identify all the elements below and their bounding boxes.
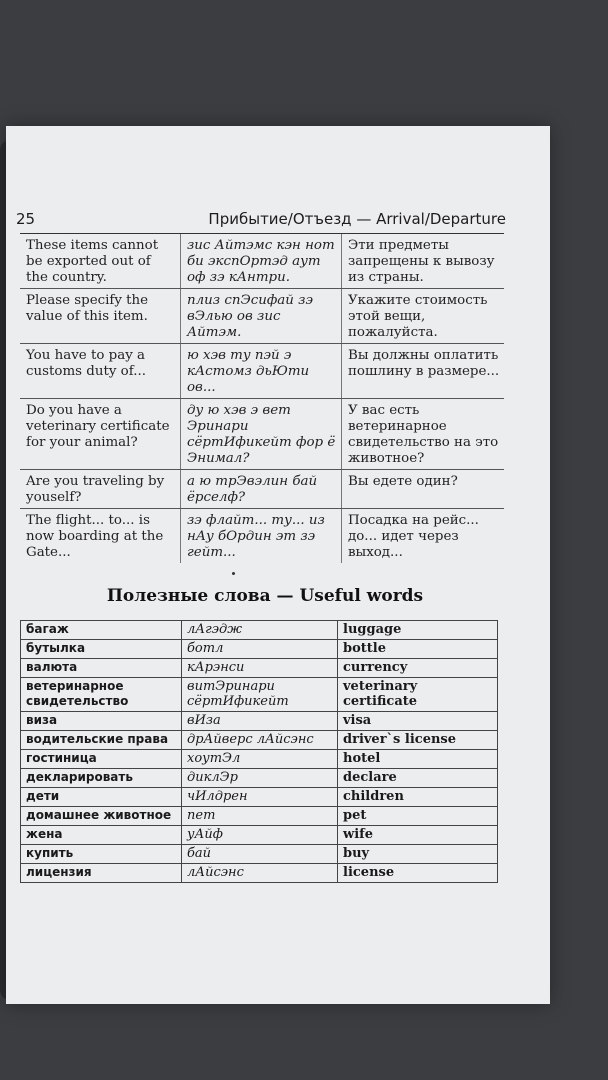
vocab-row	[21, 807, 498, 826]
vocab-tr: ботл	[182, 640, 338, 659]
vocab-row	[21, 826, 498, 845]
phrase-row	[20, 470, 504, 509]
vocab-tr: уАйф	[182, 826, 338, 845]
vocab-ru: гостиница	[21, 750, 182, 769]
vocab-ru: домашнее животное	[21, 807, 182, 826]
vocab-en: bottle	[338, 640, 498, 659]
phrase-row	[20, 344, 504, 399]
vocab-tr: витЭринари сёртИфикейт	[182, 678, 338, 712]
vocab-en: license	[338, 864, 498, 883]
vocab-tr: хоутЭл	[182, 750, 338, 769]
vocabulary-table	[20, 620, 498, 883]
vocab-en: declare	[338, 769, 498, 788]
vocab-row	[21, 640, 498, 659]
running-head	[12, 210, 506, 232]
vocab-tr: бай	[182, 845, 338, 864]
phrase-ru: Эти предметы запрещены к вывозу из страны.	[348, 238, 495, 285]
vocab-ru: купить	[21, 845, 182, 864]
vocab-row	[21, 731, 498, 750]
vocab-tr: чИлдрен	[182, 788, 338, 807]
vocab-row	[21, 750, 498, 769]
phrase-ru: Укажите стоимость этой вещи, пожалуйста.	[348, 293, 488, 340]
page-number: 25	[16, 210, 36, 228]
vocab-row	[21, 788, 498, 807]
phrase-tr: зэ флайт... ту... из нАу бОрдин эт зэ гейт...	[180, 509, 342, 563]
vocab-en: hotel	[338, 750, 498, 769]
phrase-tr: ду ю хэв э вет Эринари сёртИфикейт фор ё Энимал?	[180, 399, 342, 469]
vocab-ru: ветеринарное свидетельство	[21, 678, 182, 712]
phrase-row	[20, 509, 504, 563]
vocab-row	[21, 659, 498, 678]
phrase-en: Are you traveling by youself?	[26, 474, 165, 505]
phrase-ru: Вы едете один?	[348, 474, 458, 489]
vocab-en: veterinary certificate	[338, 678, 498, 712]
vocab-en: luggage	[338, 621, 498, 640]
vocab-ru: декларировать	[21, 769, 182, 788]
vocab-ru: водительские права	[21, 731, 182, 750]
phrase-en: You have to pay a customs duty of...	[26, 348, 146, 379]
vocab-ru: валюта	[21, 659, 182, 678]
vocab-ru: лицензия	[21, 864, 182, 883]
vocab-row	[21, 769, 498, 788]
vocab-en: wife	[338, 826, 498, 845]
vocab-ru: бутылка	[21, 640, 182, 659]
phrase-tr: а ю трЭвэлин бай ёрселф?	[180, 470, 342, 508]
vocab-en: driver`s license	[338, 731, 498, 750]
phrase-tr: плиз спЭсифай зэ вЭлью ов зис Айтэм.	[180, 289, 342, 343]
vocab-tr: вИза	[182, 712, 338, 731]
phrase-row	[20, 289, 504, 344]
phrase-ru: Вы должны оплатить пошлину в размере...	[348, 348, 500, 379]
phrase-en: The flight... to... is now boarding at the Gate...	[26, 513, 164, 560]
vocab-tr: кАрэнси	[182, 659, 338, 678]
vocab-en: children	[338, 788, 498, 807]
vocab-en: buy	[338, 845, 498, 864]
vocab-row	[21, 678, 498, 712]
phrase-en: Do you have a veterinary certificate for your animal?	[26, 403, 170, 450]
vocab-tr: дрАйверс лАйсэнс	[182, 731, 338, 750]
phrase-ru: У вас есть ветеринарное свидетельство на это животное?	[348, 403, 499, 466]
vocab-tr: пет	[182, 807, 338, 826]
vocab-row	[21, 621, 498, 640]
vocab-tr: диклЭр	[182, 769, 338, 788]
vocab-ru: дети	[21, 788, 182, 807]
phrase-tr: ю хэв ту пэй э кАстомз дьЮти ов...	[180, 344, 342, 398]
phrase-row	[20, 399, 504, 470]
vocab-row	[21, 845, 498, 864]
phrase-en: These items cannot be exported out of the country.	[26, 238, 159, 285]
vocab-en: currency	[338, 659, 498, 678]
vocab-tr: лАгэдж	[182, 621, 338, 640]
vocab-tr: лАйсэнс	[182, 864, 338, 883]
phrase-en: Please specify the value of this item.	[26, 293, 149, 324]
phrase-table	[20, 234, 504, 563]
vocab-row	[21, 864, 498, 883]
phrase-row	[20, 234, 504, 289]
vocab-ru: багаж	[21, 621, 182, 640]
vocab-en: pet	[338, 807, 498, 826]
phrase-tr: зис Айтэмс кэн нот би экспОртэд аут оф зэ кАнтри.	[180, 234, 342, 288]
book-page	[6, 126, 550, 1004]
phrase-ru: Посадка на рейс... до... идет через выход...	[348, 513, 479, 560]
decorative-dot	[232, 572, 235, 575]
section-title: Полезные слова — Useful words	[106, 586, 424, 606]
vocab-ru: виза	[21, 712, 182, 731]
vocab-ru: жена	[21, 826, 182, 845]
vocab-row	[21, 712, 498, 731]
vocab-en: visa	[338, 712, 498, 731]
running-title: Прибытие/Отъезд — Arrival/Departure	[208, 210, 506, 228]
